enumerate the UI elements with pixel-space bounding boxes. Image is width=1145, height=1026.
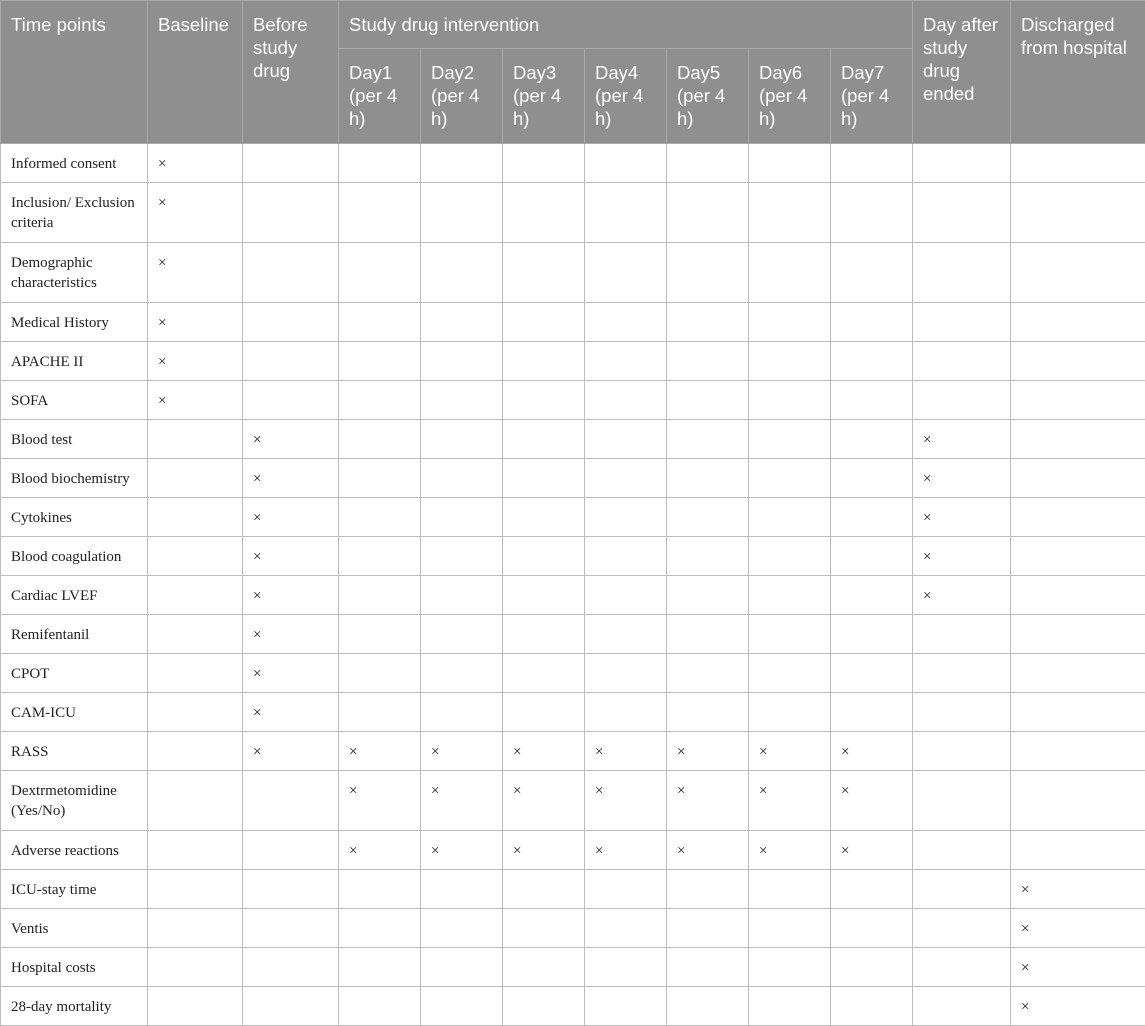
empty-cell xyxy=(831,420,913,459)
empty-cell xyxy=(749,459,831,498)
empty-cell xyxy=(831,654,913,693)
empty-cell xyxy=(667,381,749,420)
empty-cell xyxy=(667,870,749,909)
empty-cell xyxy=(148,420,243,459)
empty-cell xyxy=(421,420,503,459)
row-label: Ventis xyxy=(1,909,148,948)
check-mark-cell: × xyxy=(421,831,503,870)
check-mark-cell: × xyxy=(1011,870,1145,909)
empty-cell xyxy=(1011,144,1145,183)
check-mark-cell: × xyxy=(243,732,339,771)
check-mark-cell: × xyxy=(503,732,585,771)
row-label: Demographic characteristics xyxy=(1,243,148,303)
empty-cell xyxy=(339,243,421,303)
empty-cell xyxy=(831,342,913,381)
row-label: Informed consent xyxy=(1,144,148,183)
empty-cell xyxy=(585,576,667,615)
empty-cell xyxy=(1011,771,1145,831)
header-day5: Day5 (per 4 h) xyxy=(667,49,749,144)
header-day6: Day6 (per 4 h) xyxy=(749,49,831,144)
empty-cell xyxy=(1011,615,1145,654)
empty-cell xyxy=(749,654,831,693)
empty-cell xyxy=(831,243,913,303)
empty-cell xyxy=(148,459,243,498)
header-day2: Day2 (per 4 h) xyxy=(421,49,503,144)
table-row xyxy=(1,831,1145,870)
empty-cell xyxy=(585,693,667,732)
empty-cell xyxy=(148,987,243,1026)
empty-cell xyxy=(148,771,243,831)
empty-cell xyxy=(503,948,585,987)
empty-cell xyxy=(913,654,1011,693)
check-mark-cell: × xyxy=(585,771,667,831)
row-label: SOFA xyxy=(1,381,148,420)
row-label: ICU-stay time xyxy=(1,870,148,909)
empty-cell xyxy=(585,303,667,342)
empty-cell xyxy=(585,498,667,537)
check-mark-cell: × xyxy=(503,831,585,870)
empty-cell xyxy=(339,498,421,537)
check-mark-cell: × xyxy=(148,303,243,342)
empty-cell xyxy=(831,948,913,987)
empty-cell xyxy=(831,459,913,498)
empty-cell xyxy=(243,831,339,870)
empty-cell xyxy=(831,693,913,732)
check-mark-cell: × xyxy=(913,420,1011,459)
empty-cell xyxy=(831,381,913,420)
empty-cell xyxy=(667,693,749,732)
check-mark-cell: × xyxy=(831,831,913,870)
check-mark-cell: × xyxy=(243,654,339,693)
row-label: Medical History xyxy=(1,303,148,342)
empty-cell xyxy=(243,987,339,1026)
table-row xyxy=(1,615,1145,654)
empty-cell xyxy=(503,987,585,1026)
empty-cell xyxy=(913,303,1011,342)
empty-cell xyxy=(667,576,749,615)
empty-cell xyxy=(421,693,503,732)
empty-cell xyxy=(148,498,243,537)
check-mark-cell: × xyxy=(421,732,503,771)
empty-cell xyxy=(831,987,913,1026)
empty-cell xyxy=(503,615,585,654)
empty-cell xyxy=(243,342,339,381)
empty-cell xyxy=(585,870,667,909)
empty-cell xyxy=(339,615,421,654)
check-mark-cell: × xyxy=(148,243,243,303)
empty-cell xyxy=(831,144,913,183)
empty-cell xyxy=(585,615,667,654)
empty-cell xyxy=(913,342,1011,381)
check-mark-cell: × xyxy=(913,498,1011,537)
empty-cell xyxy=(339,948,421,987)
empty-cell xyxy=(667,537,749,576)
row-label: Cytokines xyxy=(1,498,148,537)
row-label: RASS xyxy=(1,732,148,771)
empty-cell xyxy=(421,870,503,909)
check-mark-cell: × xyxy=(1011,909,1145,948)
empty-cell xyxy=(503,498,585,537)
empty-cell xyxy=(749,183,831,243)
check-mark-cell: × xyxy=(421,771,503,831)
row-label: CAM-ICU xyxy=(1,693,148,732)
row-label: Remifentanil xyxy=(1,615,148,654)
empty-cell xyxy=(667,909,749,948)
empty-cell xyxy=(1011,831,1145,870)
empty-cell xyxy=(503,537,585,576)
empty-cell xyxy=(749,498,831,537)
empty-cell xyxy=(148,654,243,693)
empty-cell xyxy=(243,144,339,183)
header-day-after-study-drug: Day after study drug ended xyxy=(913,1,1011,144)
table-row xyxy=(1,987,1145,1026)
empty-cell xyxy=(749,576,831,615)
empty-cell xyxy=(1011,342,1145,381)
empty-cell xyxy=(585,948,667,987)
empty-cell xyxy=(913,948,1011,987)
empty-cell xyxy=(585,909,667,948)
empty-cell xyxy=(503,420,585,459)
empty-cell xyxy=(1011,576,1145,615)
empty-cell xyxy=(913,732,1011,771)
check-mark-cell: × xyxy=(749,771,831,831)
table-header xyxy=(1,1,1145,144)
empty-cell xyxy=(339,183,421,243)
empty-cell xyxy=(421,498,503,537)
table-row xyxy=(1,771,1145,831)
empty-cell xyxy=(1011,381,1145,420)
empty-cell xyxy=(1011,654,1145,693)
empty-cell xyxy=(831,909,913,948)
table-row xyxy=(1,732,1145,771)
empty-cell xyxy=(503,342,585,381)
empty-cell xyxy=(1011,459,1145,498)
check-mark-cell: × xyxy=(749,831,831,870)
empty-cell xyxy=(831,303,913,342)
check-mark-cell: × xyxy=(148,144,243,183)
empty-cell xyxy=(913,144,1011,183)
empty-cell xyxy=(831,498,913,537)
header-day7: Day7 (per 4 h) xyxy=(831,49,913,144)
table-row xyxy=(1,183,1145,243)
empty-cell xyxy=(1011,537,1145,576)
check-mark-cell: × xyxy=(148,381,243,420)
check-mark-cell: × xyxy=(243,693,339,732)
empty-cell xyxy=(243,771,339,831)
empty-cell xyxy=(831,576,913,615)
empty-cell xyxy=(913,870,1011,909)
row-label: Hospital costs xyxy=(1,948,148,987)
empty-cell xyxy=(749,615,831,654)
table-row xyxy=(1,693,1145,732)
empty-cell xyxy=(1011,693,1145,732)
check-mark-cell: × xyxy=(503,771,585,831)
empty-cell xyxy=(749,243,831,303)
check-mark-cell: × xyxy=(243,420,339,459)
empty-cell xyxy=(667,243,749,303)
empty-cell xyxy=(421,459,503,498)
empty-cell xyxy=(913,693,1011,732)
empty-cell xyxy=(421,987,503,1026)
check-mark-cell: × xyxy=(1011,987,1145,1026)
empty-cell xyxy=(913,381,1011,420)
empty-cell xyxy=(421,183,503,243)
empty-cell xyxy=(339,870,421,909)
empty-cell xyxy=(503,654,585,693)
empty-cell xyxy=(585,420,667,459)
empty-cell xyxy=(503,144,585,183)
empty-cell xyxy=(1011,183,1145,243)
table-row xyxy=(1,381,1145,420)
empty-cell xyxy=(421,576,503,615)
empty-cell xyxy=(913,771,1011,831)
header-study-drug-intervention: Study drug intervention xyxy=(339,1,913,49)
empty-cell xyxy=(148,870,243,909)
empty-cell xyxy=(749,420,831,459)
empty-cell xyxy=(913,909,1011,948)
table-row xyxy=(1,420,1145,459)
empty-cell xyxy=(667,420,749,459)
table-row xyxy=(1,342,1145,381)
empty-cell xyxy=(339,459,421,498)
empty-cell xyxy=(585,183,667,243)
check-mark-cell: × xyxy=(913,537,1011,576)
row-label: 28-day mortality xyxy=(1,987,148,1026)
empty-cell xyxy=(585,342,667,381)
check-mark-cell: × xyxy=(339,771,421,831)
check-mark-cell: × xyxy=(148,183,243,243)
check-mark-cell: × xyxy=(667,771,749,831)
empty-cell xyxy=(585,654,667,693)
empty-cell xyxy=(1011,303,1145,342)
empty-cell xyxy=(421,654,503,693)
empty-cell xyxy=(749,342,831,381)
empty-cell xyxy=(667,948,749,987)
empty-cell xyxy=(913,183,1011,243)
check-mark-cell: × xyxy=(1011,948,1145,987)
empty-cell xyxy=(913,831,1011,870)
empty-cell xyxy=(1011,498,1145,537)
empty-cell xyxy=(913,615,1011,654)
check-mark-cell: × xyxy=(667,831,749,870)
empty-cell xyxy=(831,870,913,909)
empty-cell xyxy=(503,381,585,420)
empty-cell xyxy=(503,576,585,615)
empty-cell xyxy=(421,615,503,654)
header-discharged: Discharged from hospital xyxy=(1011,1,1145,144)
empty-cell xyxy=(913,243,1011,303)
empty-cell xyxy=(148,693,243,732)
empty-cell xyxy=(503,243,585,303)
empty-cell xyxy=(749,381,831,420)
empty-cell xyxy=(148,615,243,654)
empty-cell xyxy=(585,144,667,183)
empty-cell xyxy=(339,693,421,732)
empty-cell xyxy=(831,615,913,654)
empty-cell xyxy=(749,870,831,909)
check-mark-cell: × xyxy=(913,459,1011,498)
empty-cell xyxy=(421,909,503,948)
empty-cell xyxy=(148,576,243,615)
empty-cell xyxy=(667,459,749,498)
empty-cell xyxy=(749,948,831,987)
empty-cell xyxy=(749,987,831,1026)
table-row xyxy=(1,498,1145,537)
check-mark-cell: × xyxy=(243,537,339,576)
empty-cell xyxy=(339,303,421,342)
row-label: Dextrmetomidine (Yes/No) xyxy=(1,771,148,831)
empty-cell xyxy=(421,537,503,576)
empty-cell xyxy=(585,537,667,576)
empty-cell xyxy=(667,342,749,381)
header-day1: Day1 (per 4 h) xyxy=(339,49,421,144)
check-mark-cell: × xyxy=(339,831,421,870)
empty-cell xyxy=(339,381,421,420)
check-mark-cell: × xyxy=(585,831,667,870)
empty-cell xyxy=(667,987,749,1026)
check-mark-cell: × xyxy=(831,732,913,771)
table-row xyxy=(1,948,1145,987)
empty-cell xyxy=(339,342,421,381)
empty-cell xyxy=(585,381,667,420)
table-row xyxy=(1,243,1145,303)
table-row xyxy=(1,909,1145,948)
empty-cell xyxy=(148,732,243,771)
empty-cell xyxy=(503,183,585,243)
row-label: Blood coagulation xyxy=(1,537,148,576)
table-row xyxy=(1,459,1145,498)
check-mark-cell: × xyxy=(243,576,339,615)
empty-cell xyxy=(148,909,243,948)
empty-cell xyxy=(243,183,339,243)
row-label: Blood biochemistry xyxy=(1,459,148,498)
empty-cell xyxy=(503,459,585,498)
check-mark-cell: × xyxy=(243,615,339,654)
header-time-points: Time points xyxy=(1,1,148,144)
empty-cell xyxy=(339,909,421,948)
empty-cell xyxy=(503,909,585,948)
row-label: CPOT xyxy=(1,654,148,693)
empty-cell xyxy=(667,615,749,654)
empty-cell xyxy=(339,537,421,576)
table-row xyxy=(1,303,1145,342)
check-mark-cell: × xyxy=(243,459,339,498)
empty-cell xyxy=(749,144,831,183)
empty-cell xyxy=(749,537,831,576)
empty-cell xyxy=(148,537,243,576)
empty-cell xyxy=(243,948,339,987)
empty-cell xyxy=(243,243,339,303)
row-label: APACHE II xyxy=(1,342,148,381)
empty-cell xyxy=(585,459,667,498)
empty-cell xyxy=(667,654,749,693)
row-label: Blood test xyxy=(1,420,148,459)
empty-cell xyxy=(667,144,749,183)
empty-cell xyxy=(148,831,243,870)
check-mark-cell: × xyxy=(243,498,339,537)
empty-cell xyxy=(1011,243,1145,303)
empty-cell xyxy=(243,303,339,342)
empty-cell xyxy=(148,948,243,987)
header-day3: Day3 (per 4 h) xyxy=(503,49,585,144)
empty-cell xyxy=(243,870,339,909)
empty-cell xyxy=(421,342,503,381)
empty-cell xyxy=(503,870,585,909)
table-row xyxy=(1,654,1145,693)
empty-cell xyxy=(339,987,421,1026)
empty-cell xyxy=(503,693,585,732)
check-mark-cell: × xyxy=(585,732,667,771)
check-mark-cell: × xyxy=(749,732,831,771)
empty-cell xyxy=(503,303,585,342)
row-label: Adverse reactions xyxy=(1,831,148,870)
empty-cell xyxy=(243,381,339,420)
check-mark-cell: × xyxy=(913,576,1011,615)
empty-cell xyxy=(339,144,421,183)
table-row xyxy=(1,144,1145,183)
empty-cell xyxy=(913,987,1011,1026)
table-body xyxy=(1,144,1145,1026)
empty-cell xyxy=(339,576,421,615)
row-label: Inclusion/ Exclusion criteria xyxy=(1,183,148,243)
empty-cell xyxy=(243,909,339,948)
empty-cell xyxy=(667,498,749,537)
empty-cell xyxy=(421,948,503,987)
empty-cell xyxy=(1011,420,1145,459)
table-row xyxy=(1,870,1145,909)
header-day4: Day4 (per 4 h) xyxy=(585,49,667,144)
check-mark-cell: × xyxy=(667,732,749,771)
empty-cell xyxy=(831,183,913,243)
empty-cell xyxy=(421,243,503,303)
empty-cell xyxy=(1011,732,1145,771)
check-mark-cell: × xyxy=(148,342,243,381)
empty-cell xyxy=(667,303,749,342)
header-baseline: Baseline xyxy=(148,1,243,144)
table-row xyxy=(1,537,1145,576)
empty-cell xyxy=(749,909,831,948)
empty-cell xyxy=(667,183,749,243)
empty-cell xyxy=(421,144,503,183)
empty-cell xyxy=(339,654,421,693)
empty-cell xyxy=(339,420,421,459)
table-row xyxy=(1,576,1145,615)
empty-cell xyxy=(749,303,831,342)
header-before-study-drug: Before study drug xyxy=(243,1,339,144)
empty-cell xyxy=(421,303,503,342)
row-label: Cardiac LVEF xyxy=(1,576,148,615)
check-mark-cell: × xyxy=(831,771,913,831)
check-mark-cell: × xyxy=(339,732,421,771)
empty-cell xyxy=(585,243,667,303)
empty-cell xyxy=(749,693,831,732)
empty-cell xyxy=(585,987,667,1026)
empty-cell xyxy=(421,381,503,420)
empty-cell xyxy=(831,537,913,576)
